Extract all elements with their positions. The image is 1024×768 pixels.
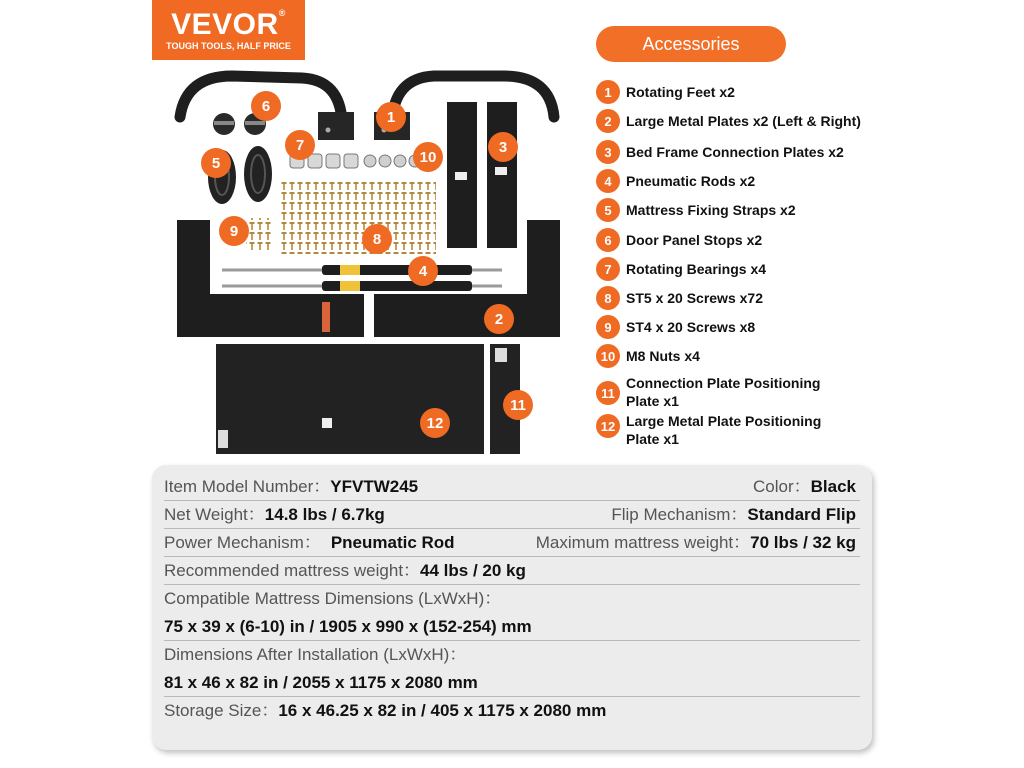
accessory-number: 6 [596,228,620,252]
model-label: Item Model Number： [164,477,331,496]
st5-screws [280,182,436,254]
max-weight-value: 70 lbs / 32 kg [750,533,856,552]
accessory-label: Pneumatic Rods x2 [626,173,756,189]
spec-row-compatible-label [164,585,860,613]
recommended-weight-value: 44 lbs / 20 kg [420,561,526,580]
accessory-item [596,374,836,410]
spec-row-storage [164,697,860,725]
accessory-item [596,344,700,368]
power-value: Pneumatic Rod [330,533,455,552]
accessory-label: Rotating Bearings x4 [626,261,767,277]
accessory-number: 3 [596,140,620,164]
spec-row-installed-label [164,641,860,669]
weight-label: Net Weight： [164,505,265,524]
accessory-label: Rotating Feet x2 [626,84,735,100]
flip-label: Flip Mechanism： [611,505,748,524]
badge-12: 12 [420,408,450,438]
accessory-number: 1 [596,80,620,104]
power-label: Power Mechanism： [164,533,321,552]
accessory-label: Mattress Fixing Straps x2 [626,202,796,218]
accessory-item [596,286,763,310]
badge-4: 4 [408,256,438,286]
accessory-label: Connection Plate Positioning Plate x1 [626,375,821,409]
accessory-number: 12 [596,414,620,438]
accessory-item [596,140,844,164]
accessory-number: 5 [596,198,620,222]
accessories-list [596,0,1016,460]
badge-7: 7 [285,130,315,160]
badge-8: 8 [362,224,392,254]
spec-row-power-maxweight [164,529,860,557]
accessory-number: 4 [596,169,620,193]
color-label: Color： [753,477,811,496]
compatible-dimensions-label: Compatible Mattress Dimensions (LxWxH)： [164,589,502,608]
accessories-heading: Accessories [596,26,786,62]
badge-2: 2 [484,304,514,334]
large-positioning-plate [216,344,484,454]
accessory-label: Large Metal Plate Positioning Plate x1 [626,413,822,447]
accessory-number: 8 [596,286,620,310]
badge-11: 11 [503,390,533,420]
spec-row-compatible-value [164,613,860,641]
badge-1: 1 [376,102,406,132]
accessory-item [596,228,762,252]
storage-size-value: 16 x 46.25 x 82 in / 405 x 1175 x 2080 mm [278,701,607,720]
kit-illustration [152,62,592,457]
accessory-number: 11 [596,381,620,405]
spec-row-installed-value [164,669,860,697]
accessory-label: Door Panel Stops x2 [626,232,763,248]
accessory-number: 7 [596,257,620,281]
vevor-logo [152,0,305,60]
accessory-item [596,198,796,222]
badge-3: 3 [488,132,518,162]
badge-6: 6 [251,91,281,121]
accessory-label: M8 Nuts x4 [626,348,700,364]
accessory-label: Bed Frame Connection Plates x2 [626,144,844,160]
badge-10: 10 [413,142,443,172]
badge-5: 5 [201,148,231,178]
installed-dimensions-label: Dimensions After Installation (LxWxH)： [164,645,467,664]
brand-name: VEVOR [171,8,279,41]
installed-dimensions-value: 81 x 46 x 82 in / 2055 x 1175 x 2080 mm [164,673,478,692]
flip-value: Standard Flip [747,505,856,524]
accessory-item [596,80,735,104]
brand-reg: ® [278,8,286,18]
recommended-weight-label: Recommended mattress weight： [164,561,421,580]
compatible-dimensions-value: 75 x 39 x (6-10) in / 1905 x 990 x (152-254) mm [164,617,532,636]
spec-table [152,465,872,750]
badge-9: 9 [219,216,249,246]
st4-screws [246,218,272,252]
spec-row-model-color [164,473,860,501]
brand-tagline: TOUGH TOOLS, HALF PRICE [166,41,291,51]
accessory-item [596,169,755,193]
spec-row-weight-flip [164,501,860,529]
accessory-item [596,412,836,448]
accessory-label: ST5 x 20 Screws x72 [626,290,763,306]
model-value: YFVTW245 [330,477,419,496]
storage-size-label: Storage Size： [164,701,279,720]
accessory-number: 2 [596,109,620,133]
accessory-item [596,257,766,281]
accessory-number: 10 [596,344,620,368]
accessory-number: 9 [596,315,620,339]
color-value: Black [810,477,856,496]
weight-value: 14.8 lbs / 6.7kg [264,505,385,524]
spec-row-recommended-weight [164,557,860,585]
accessory-label: ST4 x 20 Screws x8 [626,319,756,335]
accessory-item [596,315,755,339]
accessory-label: Large Metal Plates x2 (Left & Right) [626,113,861,129]
rotating-foot-bracket-left [318,112,354,140]
accessory-item [596,109,861,133]
max-weight-label: Maximum mattress weight： [535,533,751,552]
